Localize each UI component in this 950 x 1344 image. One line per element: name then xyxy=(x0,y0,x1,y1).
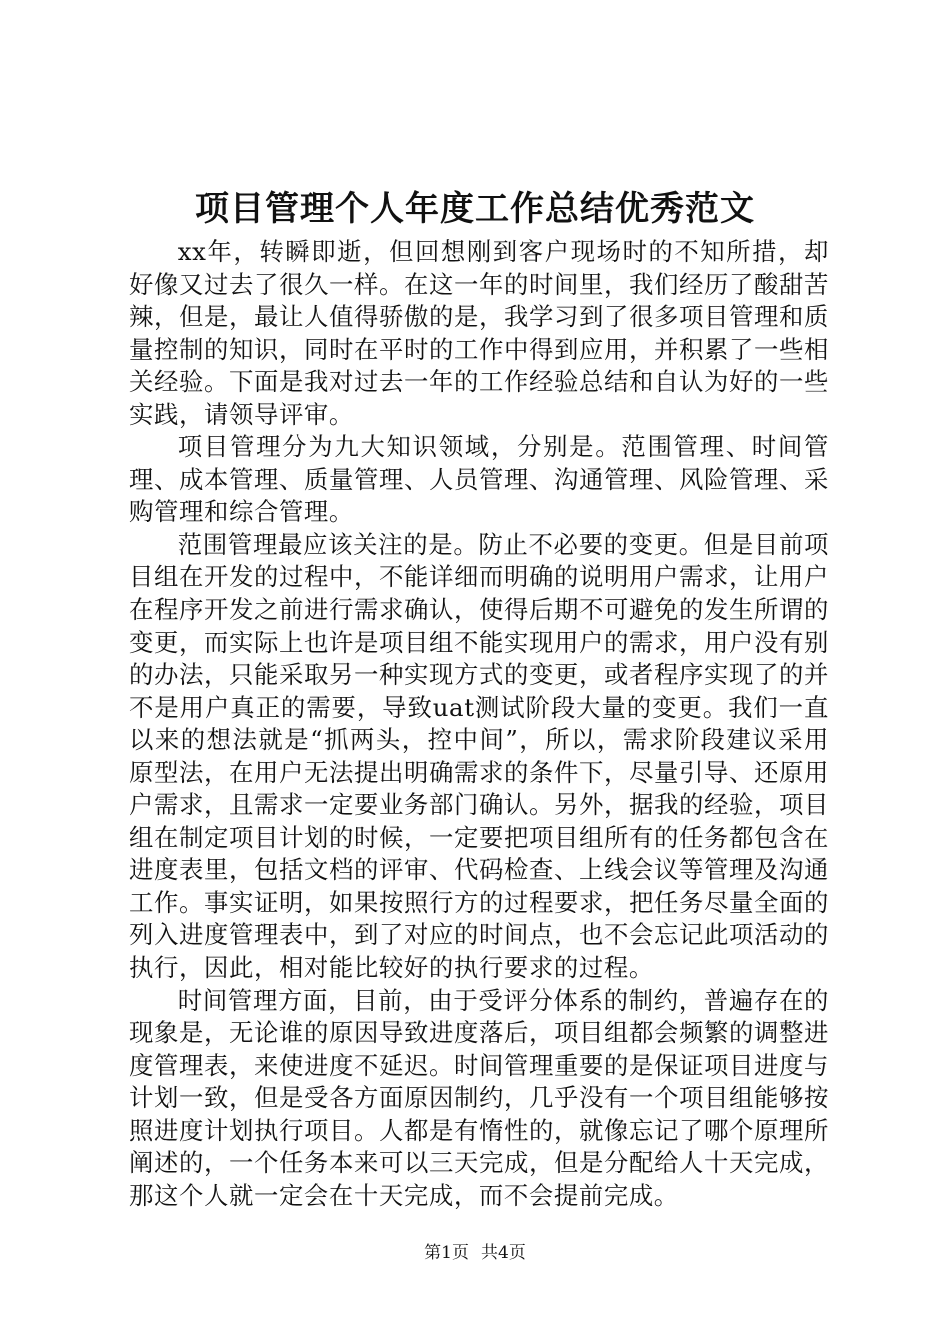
paragraph: xx年，转瞬即逝，但回想刚到客户现场时的不知所措，却好像又过去了很久一样。在这一年的时间里，我们经历了酸甜苦辣，但是，最让人值得骄傲的是，我学习到了很多项目管理和质量控制的知识，同时在平时的工作中得到应用，并积累了一些相关经验。下面是我对过去一年的工作经验总结和自认为好的一些实践，请领导评审。 xyxy=(129,237,829,429)
page-number: 第1页 xyxy=(424,1243,469,1263)
paragraph: 范围管理最应该关注的是。防止不必要的变更。但是目前项目组在开发的过程中，不能详细而明确的说明用户需求，让用户在程序开发之前进行需求确认，使得后期不可避免的发生所谓的变更，而实际上也许是项目组不能实现用户的需求，用户没有别的办法，只能采取另一种实现方式的变更，或者程序实现了的并不是用户真正的需要，导致uat测试阶段大量的变更。我们一直以来的想法就是“抓两头，控中间”，所以，需求阶段建议采用原型法，在用户无法提出明确需求的条件下，尽量引导、还原用户需求，且需求一定要业务部门确认。另外，据我的经验，项目组在制定项目计划的时候，一定要把项目组所有的任务都包含在进度表里，包括文档的评审、代码检查、上线会议等管理及沟通工作。事实证明，如果按照行方的过程要求，把任务尽量全面的列入进度管理表中，到了对应的时间点，也不会忘记此项活动的执行，因此，相对能比较好的执行要求的过程。 xyxy=(129,529,829,983)
paragraph: 项目管理分为九大知识领域，分别是。范围管理、时间管理、成本管理、质量管理、人员管理、沟通管理、风险管理、采购管理和综合管理。 xyxy=(129,432,829,527)
document-title: 项目管理个人年度工作总结优秀范文 xyxy=(195,189,755,229)
page-footer xyxy=(0,1241,950,1265)
page-total: 共4页 xyxy=(481,1243,526,1263)
paragraph: 时间管理方面，目前，由于受评分体系的制约，普遍存在的现象是，无论谁的原因导致进度落后，项目组都会频繁的调整进度管理表，来使进度不延迟。时间管理重要的是保证项目进度与计划一致，但是受各方面原因制约，几乎没有一个项目组能够按照进度计划执行项目。人都是有惰性的，就像忘记了哪个原理所阐述的，一个任务本来可以三天完成，但是分配给人十天完成，那这个人就一定会在十天完成，而不会提前完成。 xyxy=(129,985,829,1210)
document-body xyxy=(129,236,829,1212)
